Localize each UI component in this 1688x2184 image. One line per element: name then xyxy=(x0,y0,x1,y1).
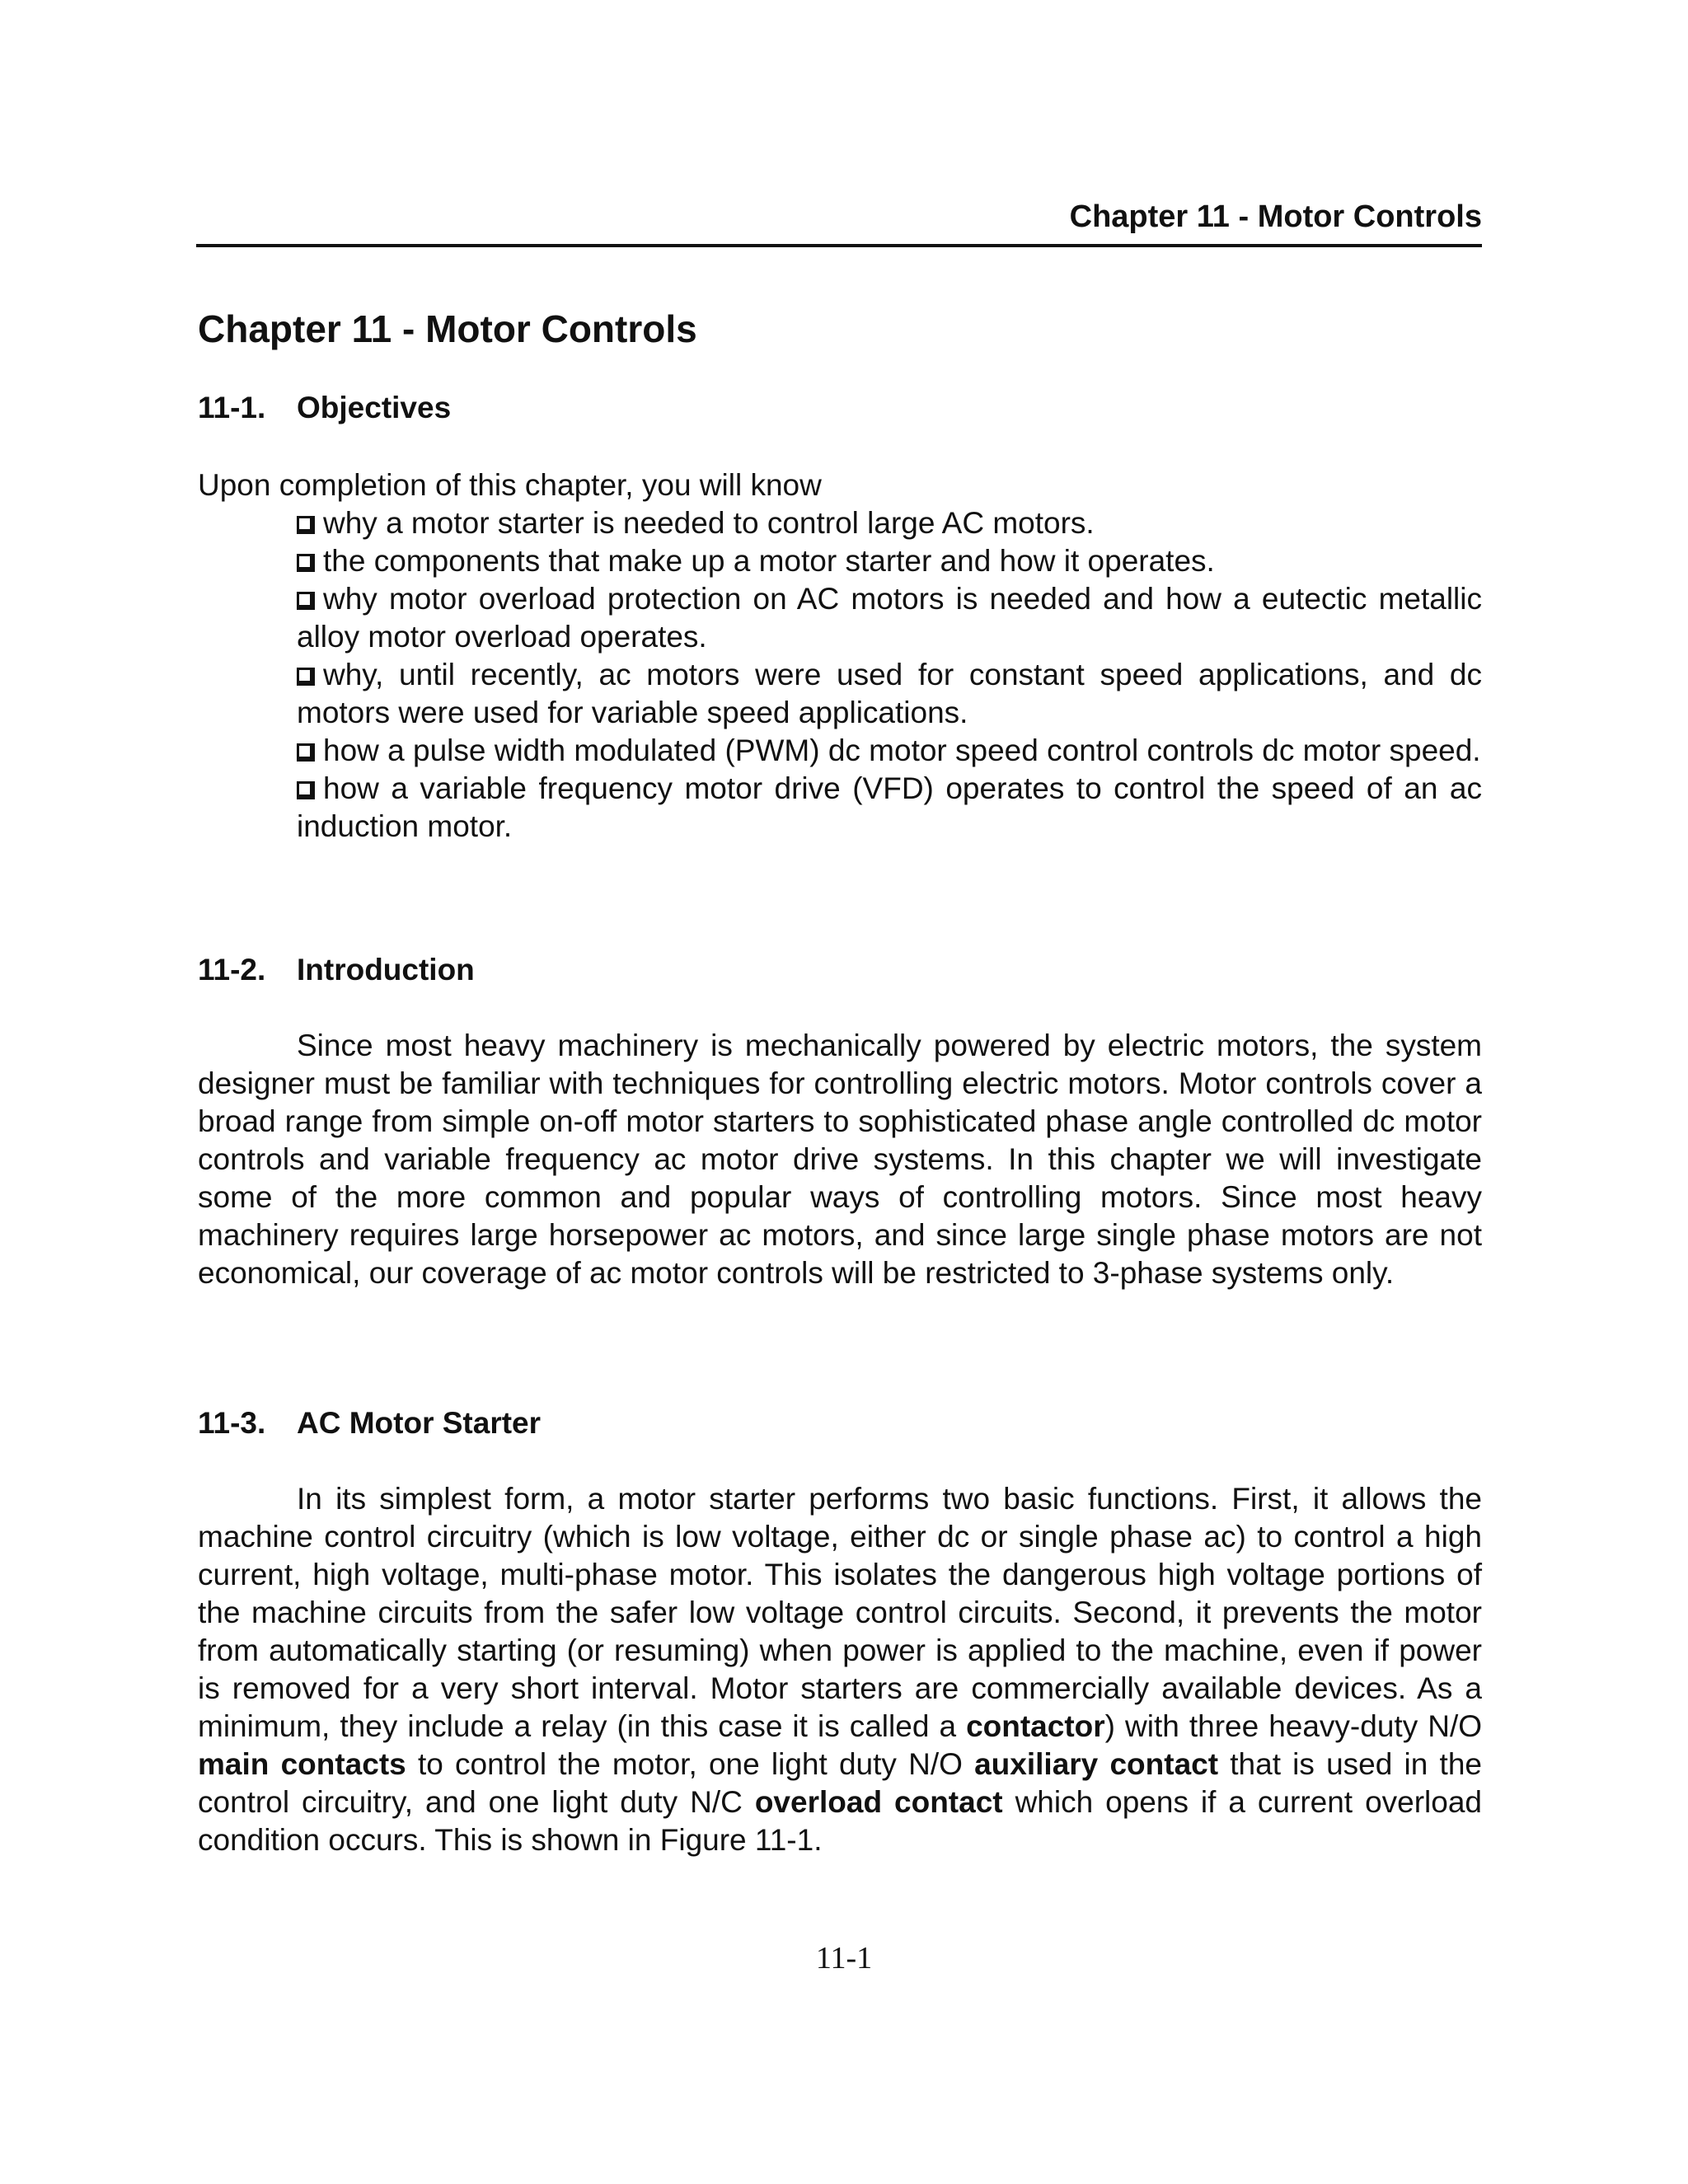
ac-motor-starter-number: 11-3. xyxy=(198,1406,266,1440)
body-text: ) with three heavy-duty N/O xyxy=(1104,1709,1483,1743)
objectives-number: 11-1. xyxy=(198,391,266,424)
introduction-paragraph: Since most heavy machinery is mechanically powered by electric motors, the system designer must be familiar with techniques for controlling electric motors. Motor controls cover a broad range from simple on-off motor starters to sophisticated phase angle controlled dc motor controls and variable frequency ac motor drive systems. In this chapter we will investigate some of the more common and popular ways of controlling motors. Since most heavy machinery requires large horsepower ac motors, and since large single phase motors are not economical, our coverage of ac motor controls will be restricted to 3-phase systems only. xyxy=(198,1029,1482,1290)
objectives-lead-in: Upon completion of this chapter, you will know xyxy=(198,468,822,502)
ac-motor-starter-heading-text: AC Motor Starter xyxy=(297,1406,542,1440)
objectives-list xyxy=(297,504,1482,846)
ac-motor-starter-heading xyxy=(198,1406,541,1441)
objective-text: the components that make up a motor starter and how it operates. xyxy=(323,544,1215,578)
objective-item xyxy=(297,580,1482,656)
objective-item xyxy=(297,542,1482,580)
introduction-number: 11-2. xyxy=(198,953,266,987)
objective-item xyxy=(297,504,1482,542)
introduction-heading-text: Introduction xyxy=(297,953,475,987)
objectives-heading-text: Objectives xyxy=(297,391,452,424)
objective-item xyxy=(297,770,1482,846)
running-header-title: Chapter 11 - Motor Controls xyxy=(1069,199,1482,234)
checkbox-icon xyxy=(297,516,315,534)
term-main-contacts: main contacts xyxy=(198,1747,406,1781)
body-text: In its simplest form, a motor starter performs two basic functions. First, it allows the machine control circuitry (which is low voltage, either dc or single phase ac) to control a high current, high voltage, multi-phase motor. This isolates the dangerous high voltage portions of the machine circuits from the safer low voltage control circuits. Second, it prevents the motor from automatically starting (or resuming) when power is applied to the machine, even if power is removed for a very short interval. Motor starters are commercially available devices. As a minimum, they include a relay (in this case it is called a xyxy=(198,1482,1482,1743)
objective-text: why a motor starter is needed to control large AC motors. xyxy=(323,506,1095,540)
checkbox-icon xyxy=(297,781,315,799)
term-auxiliary-contact: auxiliary contact xyxy=(974,1747,1219,1781)
body-text: that is used in the control circuitry, and one light duty N/C xyxy=(198,1747,1482,1819)
objective-item xyxy=(297,656,1482,732)
body-text: which opens if a current overload condition occurs. This is shown in Figure 11-1. xyxy=(198,1785,1482,1857)
objective-text: why, until recently, ac motors were used for constant speed applications, and dc motors were used for variable speed applications. xyxy=(297,658,1482,729)
introduction-heading xyxy=(198,953,475,987)
running-header xyxy=(196,196,1482,247)
body-text: to control the motor, one light duty N/O xyxy=(406,1747,975,1781)
objective-item xyxy=(297,732,1482,770)
term-contactor: contactor xyxy=(966,1709,1105,1743)
checkbox-icon xyxy=(297,554,315,572)
objective-text: how a variable frequency motor drive (VFD) operates to control the speed of an ac induction motor. xyxy=(297,771,1482,843)
objective-text: how a pulse width modulated (PWM) dc motor speed control controls dc motor speed. xyxy=(323,733,1481,767)
objective-text: why motor overload protection on AC motors is needed and how a eutectic metallic alloy motor overload operates. xyxy=(297,582,1482,654)
ac-motor-starter-body xyxy=(198,1480,1482,1859)
objectives-heading xyxy=(198,391,451,425)
term-overload-contact: overload contact xyxy=(754,1785,1003,1819)
checkbox-icon xyxy=(297,668,315,686)
introduction-body xyxy=(198,1027,1482,1292)
ac-motor-starter-paragraph xyxy=(198,1480,1482,1859)
checkbox-icon xyxy=(297,592,315,610)
page-number: 11-1 xyxy=(815,1941,873,1975)
chapter-title: Chapter 11 - Motor Controls xyxy=(198,307,697,350)
checkbox-icon xyxy=(297,743,315,762)
